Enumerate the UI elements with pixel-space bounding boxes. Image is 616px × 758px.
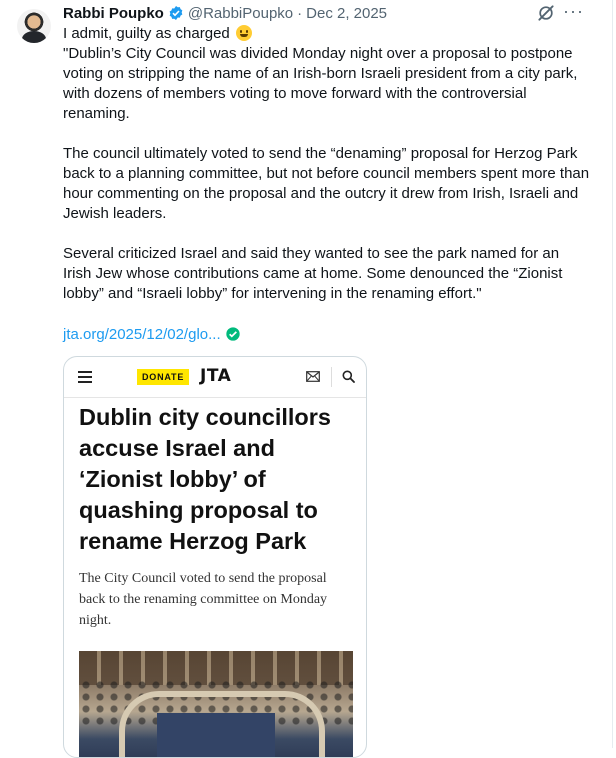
verified-icon — [168, 5, 184, 21]
tweet-header — [63, 3, 387, 23]
article-link[interactable]: jta.org/2025/12/02/glo... — [63, 325, 221, 343]
author-handle[interactable]: @RabbiPoupko — [187, 4, 294, 22]
safe-link-icon — [225, 326, 241, 342]
navbar-divider — [331, 367, 332, 387]
tweet-date[interactable]: Dec 2, 2025 — [306, 4, 388, 22]
tweet-paragraph-1: I admit, guilty as charged — [63, 25, 230, 42]
tweet-paragraph-3: The council ultimately voted to send the “denaming” proposal for Herzog Park back to a planning committee, but not before council members spent more than hour commenting on the proposal and the outcry it drew from Irish, Israeli and Jewish leaders. — [63, 145, 590, 222]
article-subhead: The City Council voted to send the proposal back to the renaming committee on Monday night. — [79, 571, 328, 628]
header-separator: · — [297, 4, 303, 22]
more-icon[interactable]: ··· — [563, 1, 584, 21]
right-border — [612, 0, 613, 748]
avatar[interactable] — [17, 9, 51, 43]
tweet-paragraph-4: Several criticized Israel and said they wanted to see the park named for an Irish Jew whose contributions came at home. Some denounced the “Zionist lobby” and “Israeli lobby” for intervening in the renaming effort." — [63, 245, 563, 302]
tweet-paragraph-2: "Dublin’s City Council was divided Monday night over a proposal to postpone voting on stripping the name of an Irish-born Israeli president from a city park, with dozens of members voting to move forward with the controversial renaming. — [63, 45, 578, 122]
mail-icon[interactable] — [306, 371, 320, 382]
link-preview-card[interactable] — [63, 356, 367, 758]
emoji-grin-icon — [236, 25, 252, 41]
author-name[interactable]: Rabbi Poupko — [63, 4, 164, 22]
link-row — [63, 323, 241, 345]
grok-icon[interactable] — [536, 3, 556, 23]
donate-button[interactable]: DONATE — [137, 369, 189, 385]
hamburger-icon[interactable] — [78, 371, 92, 383]
jta-logo: JTA — [200, 366, 232, 386]
article-photo — [79, 651, 353, 758]
article-headline: Dublin city councillors accuse Israel and ‘Zionist lobby’ of quashing proposal to rename Herzog Park — [79, 404, 332, 554]
card-navbar — [64, 357, 366, 398]
tweet-text — [63, 24, 591, 304]
search-icon[interactable] — [342, 370, 355, 383]
